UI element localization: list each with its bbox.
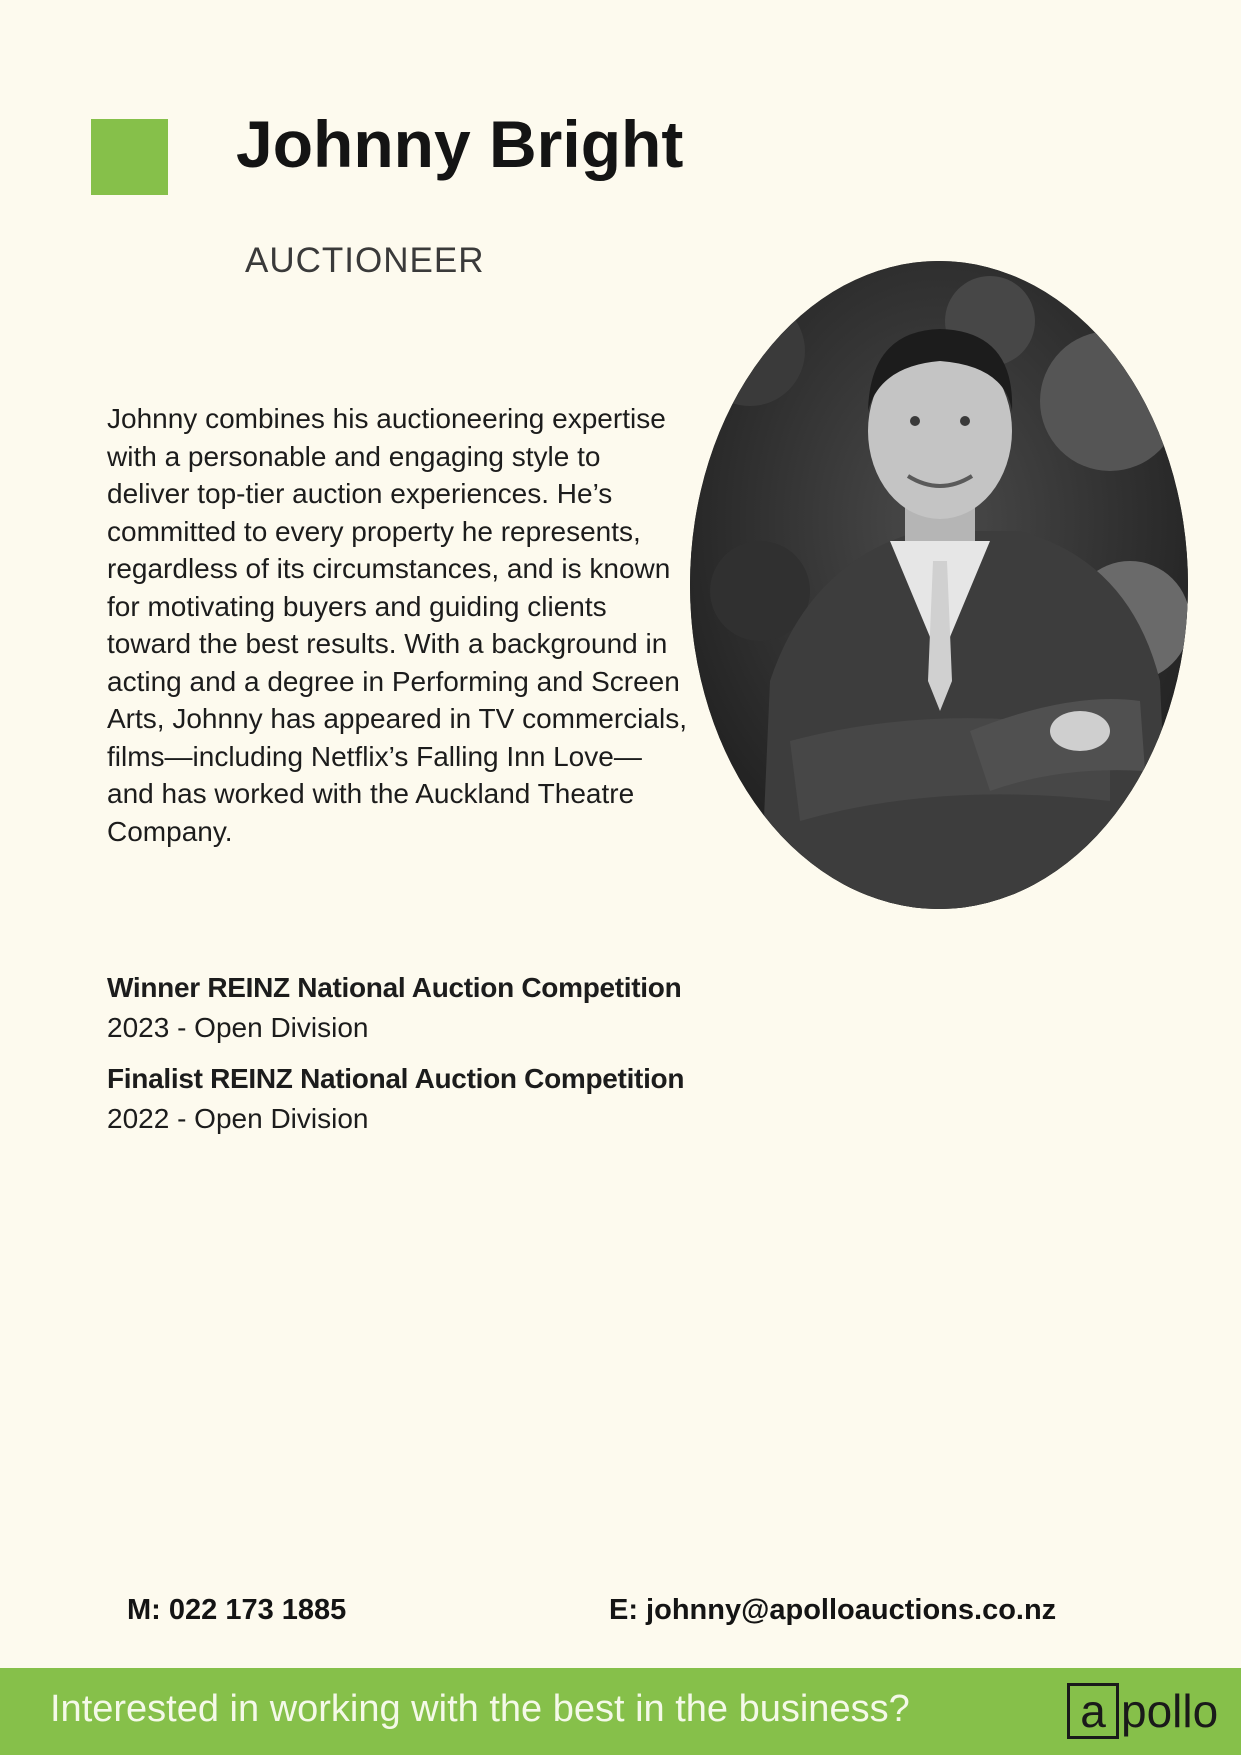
- award-subtitle: 2022 - Open Division: [107, 1103, 369, 1134]
- award-title: Finalist REINZ National Auction Competition: [107, 1063, 685, 1094]
- portrait-photo: [690, 261, 1188, 909]
- logo-box-letter: a: [1067, 1683, 1119, 1739]
- award-item: [107, 1059, 747, 1139]
- email-address: E: johnny@apolloauctions.co.nz: [609, 1594, 1057, 1626]
- award-item: [107, 968, 747, 1048]
- award-title: Winner REINZ National Auction Competition: [107, 972, 682, 1003]
- accent-square: [91, 119, 168, 195]
- person-role: AUCTIONEER: [245, 241, 485, 280]
- awards-list: [107, 968, 747, 1150]
- logo-wordmark: pollo: [1121, 1685, 1219, 1737]
- footer-banner: [0, 1668, 1241, 1755]
- person-name: Johnny Bright: [236, 107, 684, 181]
- bio-paragraph: Johnny combines his auctioneering expertise with a personable and engaging style to deliver top-tier auction experiences. He’s committed to every property he represents, regardless of its circumstances, and is known for motivating buyers and guiding clients toward the best results. With a background in acting and a degree in Performing and Screen Arts, Johnny has appeared in TV commercials, films—including Netflix’s Falling Inn Love—and has worked with the Auckland Theatre Company.: [107, 403, 687, 847]
- apollo-logo: [1067, 1681, 1237, 1741]
- award-subtitle: 2023 - Open Division: [107, 1012, 369, 1043]
- footer-tagline: Interested in working with the best in the business?: [50, 1688, 910, 1730]
- phone-number: M: 022 173 1885: [127, 1594, 347, 1626]
